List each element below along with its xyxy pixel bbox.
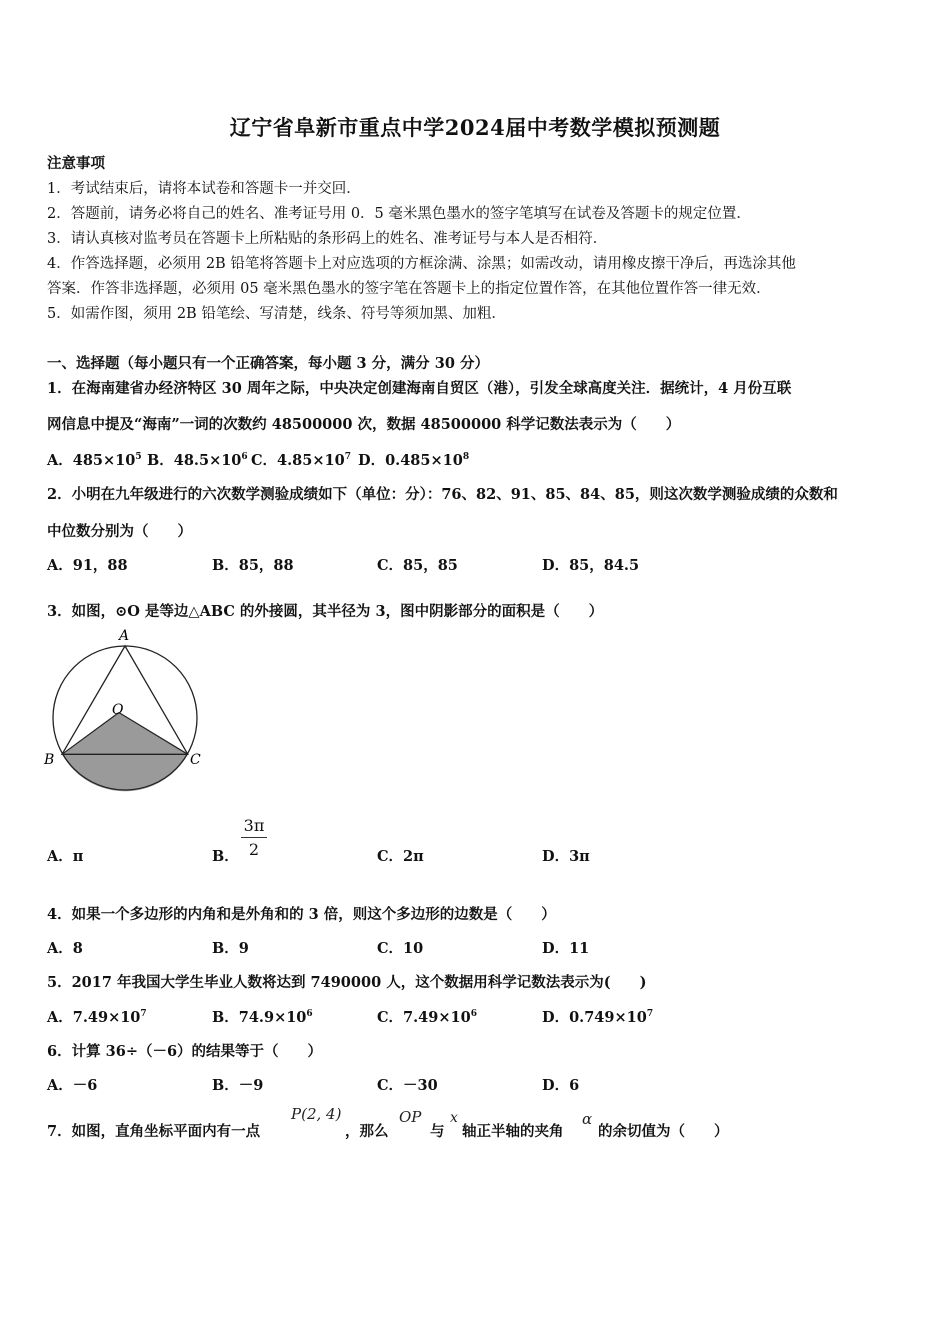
q5-option-d: D．$0.749\times 10^7$ xyxy=(542,1009,654,1026)
q7-text-part4: 轴正半轴的夹角 xyxy=(462,1123,564,1140)
fraction-numerator: 3π xyxy=(243,816,265,835)
notice-item-1: 1．考试结束后，请将本试卷和答题卡一并交回． xyxy=(47,181,361,197)
q7-axis-x: x xyxy=(450,1110,458,1126)
q7-angle-alpha: α xyxy=(582,1110,593,1128)
q5-option-a: A．$7.49\times 10^7$ xyxy=(47,1009,147,1026)
q2-option-a: A．91，88 xyxy=(47,557,128,574)
q7-text-part3: 与 xyxy=(430,1123,445,1140)
fraction-denominator: 2 xyxy=(248,840,260,859)
q7-text-part2: ，那么 xyxy=(345,1123,389,1140)
q4-option-c: C．10 xyxy=(377,940,424,957)
q7-text-part1: 7．如图，直角坐标平面内有一点 xyxy=(47,1123,261,1140)
q4-option-a: A．8 xyxy=(47,940,83,957)
q5-option-b: B．$74.9\times 10^6$ xyxy=(212,1009,313,1026)
notice-item-4: 4．作答选择题，必须用 2B 铅笔将答题卡上对应选项的方框涂满、涂黑；如需改动，请用橡皮擦干净后，再选涂其他 xyxy=(47,256,796,272)
notice-item-3: 3．请认真核对监考员在答题卡上所粘贴的条形码上的姓名、准考证号与本人是否相符． xyxy=(47,231,608,247)
q1-option-b: B．$48.5\times 10^6$ xyxy=(147,452,248,469)
q1-text-line2: 网信息中提及“海南”一词的次数约 48500000 次，数据 48500000 科学记数法表示为（ ） xyxy=(47,416,681,433)
q1-text-line1: 1．在海南建省办经济特区 30 周年之际，中央决定创建海南自贸区（港），引发全球高度关注．据统计，4 月份互联 xyxy=(47,380,792,397)
section-heading: 一、选择题（每小题只有一个正确答案，每小题 3 分，满分 30 分） xyxy=(47,355,489,372)
q3-option-c: C．2π xyxy=(377,848,424,865)
label-c: C xyxy=(190,752,201,768)
q2-option-d: D．85，84.5 xyxy=(542,557,640,574)
page-title: 辽宁省阜新市重点中学2024届中考数学模拟预测题 xyxy=(229,115,721,140)
notice-item-4-cont: 答案．作答非选择题，必须用 05 毫米黑色墨水的签字笔在答题卡上的指定位置作答，在其他位置作答一律无效． xyxy=(47,281,771,297)
label-a: A xyxy=(119,628,130,644)
q6-text: 6．计算 36÷（－6）的结果等于（ ） xyxy=(47,1043,323,1060)
q7-text-part5: 的余切值为（ ） xyxy=(598,1123,729,1140)
notice-item-5: 5．如需作图，须用 2B 铅笔绘、写清楚，线条、符号等须加黑、加粗． xyxy=(47,306,506,322)
q2-text-line2: 中位数分别为（ ） xyxy=(47,523,192,540)
q3-option-b-fraction xyxy=(241,816,267,859)
fraction-bar xyxy=(241,837,267,838)
q1-option-d: D．$0.485\times 10^8$ xyxy=(358,452,470,469)
q7-segment-op: OP xyxy=(399,1108,422,1126)
q3-option-d: D．3π xyxy=(542,848,590,865)
q2-option-b: B．85，88 xyxy=(212,557,294,574)
q4-text: 4．如果一个多边形的内角和是外角和的 3 倍，则这个多边形的边数是（ ） xyxy=(47,906,556,923)
q6-option-b: B．－9 xyxy=(212,1077,264,1094)
q6-option-a: A．－6 xyxy=(47,1077,98,1094)
q6-option-c: C．－30 xyxy=(377,1077,438,1094)
q7-point-p: P(2, 4) xyxy=(291,1105,342,1123)
label-o: O xyxy=(112,702,124,718)
notice-item-2: 2．答题前，请务必将自己的姓名、准考证号用 0．5 毫米黑色墨水的签字笔填写在试卷及答题卡的规定位置． xyxy=(47,206,751,222)
q4-option-b: B．9 xyxy=(212,940,249,957)
q3-option-a: A．π xyxy=(47,848,84,865)
notice-heading: 注意事项 xyxy=(47,155,105,172)
q1-option-a: A．$485\times 10^5$ xyxy=(47,452,142,469)
q2-text-line1: 2．小明在九年级进行的六次数学测验成绩如下（单位：分）：76、82、91、85、84、85，则这次数学测验成绩的众数和 xyxy=(47,486,838,503)
q4-option-d: D．11 xyxy=(542,940,590,957)
q3-text: 3．如图，⊙O 是等边△ABC 的外接圆，其半径为 3，图中阴影部分的面积是（ ） xyxy=(47,603,604,620)
q2-option-c: C．85，85 xyxy=(377,557,458,574)
q3-option-b: B． xyxy=(212,848,239,865)
q1-option-c: C．$4.85\times 10^7$ xyxy=(251,452,351,469)
q6-option-d: D．6 xyxy=(542,1077,580,1094)
q5-text: 5．2017 年我国大学生毕业人数将达到 7490000 人，这个数据用科学记数法表示为( ) xyxy=(47,974,647,991)
label-b: B xyxy=(44,752,55,768)
shaded-region xyxy=(62,713,188,792)
q5-option-c: C．$7.49\times 10^6$ xyxy=(377,1009,477,1026)
q3-circle-figure xyxy=(40,625,210,800)
